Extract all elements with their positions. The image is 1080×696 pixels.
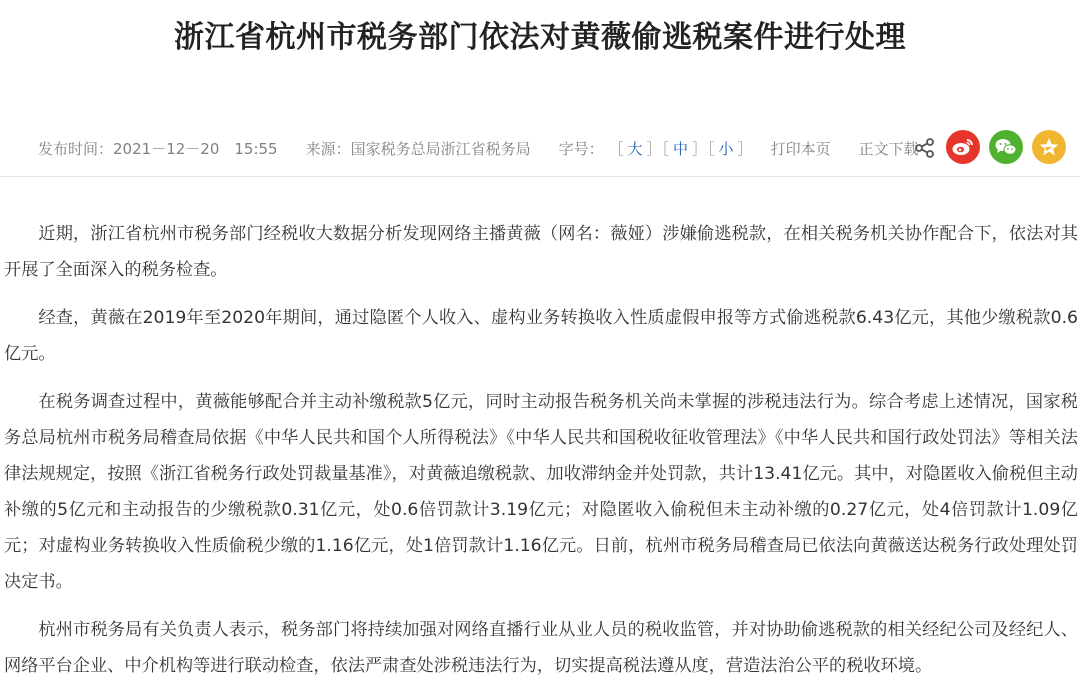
publish-time: 2021－12－20 15:55 [113, 139, 278, 158]
share-icon[interactable] [914, 137, 936, 159]
article-paragraph: 经查，黄薇在2019年至2020年期间，通过隐匿个人收入、虚构业务转换收入性质虚假申报等方式偷逃税款6.43亿元，其他少缴税款0.6亿元。 [4, 308, 1078, 364]
qzone-star-icon [1038, 136, 1060, 158]
publish-time-label: 发布时间： [38, 139, 114, 158]
article-title: 浙江省杭州市税务部门依法对黄薇偷逃税案件进行处理 [174, 20, 906, 55]
bracket: ］ [692, 139, 708, 158]
header-divider [0, 176, 1080, 177]
bracket: ［ [707, 139, 715, 158]
article-paragraph: 在税务调查过程中，黄薇能够配合并主动补缴税款5亿元，同时主动报告税务机关尚未掌握的涉税违法行为。综合考虑上述情况，国家税务总局杭州市税务局稽查局依据《中华人民共和国个人所得税法》《中华人民共和国税收征收管理法》《中华人民共和国行政处罚法》等相关法律法规规定，按照《浙江省税务行政处罚裁量基准》，对黄薇追缴税款、加收滞纳金并处罚款，共计13.41亿元。其中，对隐匿收入偷税但主动补缴的5亿元和主动报告的少缴税款0.31亿元，处0.6倍罚款计3.19亿元；对隐匿收入偷税但未主动补缴的0.27亿元，处4倍罚款计1.09亿元；对虚构业务转换收入性质偷税少缴的1.16亿元，处1倍罚款计1.16亿元。日前，杭州市税务局稽查局已依法向黄薇送达税务行政处理处罚决定书。 [4, 392, 1078, 592]
wechat-share-button[interactable] [989, 130, 1023, 164]
qzone-share-button[interactable] [1032, 130, 1066, 164]
article-paragraph: 杭州市税务局有关负责人表示，税务部门将持续加强对网络直播行业从业人员的税收监管，并对协助偷逃税款的相关经纪公司及经纪人、网络平台企业、中介机构等进行联动检查，依法严肃查处涉税违法行为，切实提高税法遵从度，营造法治公平的税收环境。 [4, 620, 1078, 676]
article-paragraph: 近期，浙江省杭州市税务部门经税收大数据分析发现网络主播黄薇（网名：薇娅）涉嫌偷逃税款，在相关税务机关协作配合下，依法对其开展了全面深入的税务检查。 [4, 224, 1078, 280]
bracket: ［ [608, 139, 624, 158]
bracket: ］ [737, 139, 753, 158]
bracket: ］ [646, 139, 662, 158]
font-size-control [559, 138, 753, 159]
font-size-medium-button[interactable]: 中 [672, 139, 688, 158]
source-label: 来源： [305, 139, 351, 158]
font-size-large-button[interactable]: 大 [627, 139, 643, 158]
bracket: ［ [661, 139, 669, 158]
wechat-icon [994, 137, 1018, 157]
download-text-button[interactable]: 正文下载 [858, 139, 919, 158]
article-body [4, 216, 1078, 696]
print-page-button[interactable]: 打印本页 [770, 139, 831, 158]
weibo-share-button[interactable] [946, 130, 980, 164]
font-size-label: 字号： [558, 139, 604, 158]
weibo-icon [951, 137, 975, 157]
source-name: 国家税务总局浙江省税务局 [350, 139, 531, 158]
font-size-small-button[interactable]: 小 [718, 139, 734, 158]
